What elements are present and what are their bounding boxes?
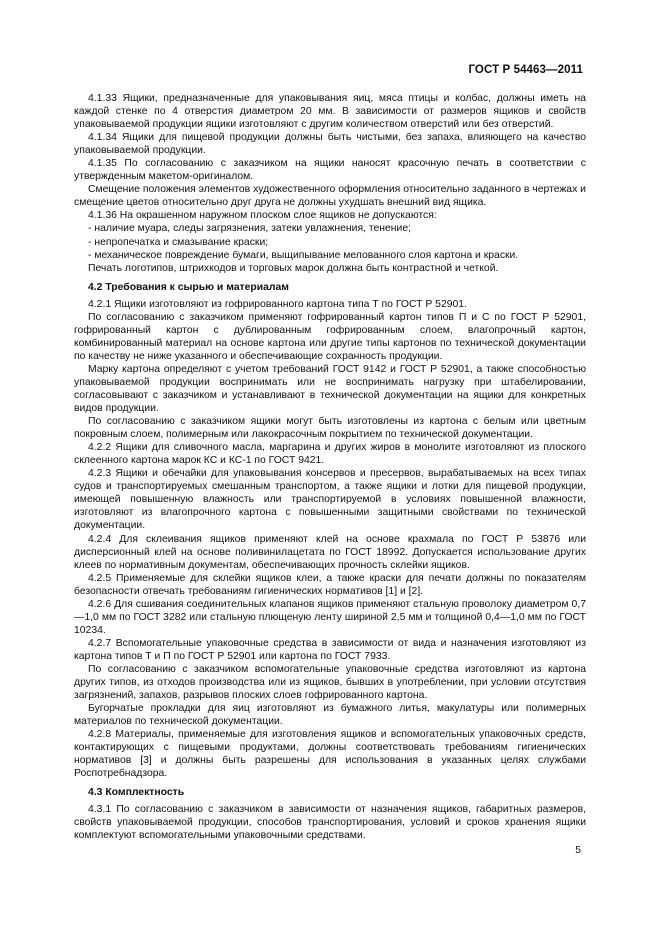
document-body: [74, 92, 586, 843]
paragraph-4-2-4: 4.2.4 Для склеивания ящиков применяют клей на основе крахмала по ГОСТ Р 53876 или дисперсионный клей на основе поливинилацетата по ГОСТ 18992. Допускается использование других клеев по нормативным документам, обеспечивающих прочность склейки ящиков.: [74, 533, 586, 571]
paragraph-4-3-1: 4.3.1 По согласованию с заказчиком в зависимости от назначения ящиков, габаритных размеров, свойств упаковываемой продукции, способов транспортирования, условий и сроков хранения ящики комплектуют вспомогательными упаковочными средствами.: [74, 804, 586, 842]
paragraph-4-2-5: 4.2.5 Применяемые для склейки ящиков клеи, а также краски для печати должны по показателям безопасности отвечать требованиям гигиенических нормативов [1] и [2].: [74, 572, 586, 597]
list-item: - механическое повреждение бумаги, выщипывание мелованного слоя картона и краски.: [74, 249, 586, 262]
paragraph-4-1-36: 4.1.36 На окрашенном наружном плоском слое ящиков не допускаются:: [88, 210, 437, 222]
paragraph-offset: Смещение положения элементов художественного оформления относительно заданного в чертежах и смещение цветов относительно друг друга не должны ухудшать внешний вид ящика.: [74, 184, 586, 209]
page-number: 5: [575, 845, 581, 856]
paragraph-4-1-35: 4.1.35 По согласованию с заказчиком на ящики наносят красочную печать в соответствии с утвержденным макетом-оригиналом.: [74, 158, 586, 183]
document-code-header: ГОСТ Р 54463—2011: [468, 64, 583, 76]
paragraph-4-2-8: 4.2.8 Материалы, применяемые для изготовления ящиков и вспомогательных упаковочных средств, контактирующих с пищевыми продуктами, должны соответствовать требованиям гигиенических нормативов [3] и должны быть разрешены для использования в указанных целях службами Роспотребнадзора.: [74, 729, 586, 780]
section-heading-4-2: 4.2 Требования к сырью и материалам: [88, 281, 289, 293]
paragraph-4-2-6: 4.2.6 Для сшивания соединительных клапанов ящиков применяют стальную проволоку диаметром 0,7—1,0 мм по ГОСТ 3282 или стальную плющеную ленту шириной 2,5 мм и толщиной 0,4—1,0 мм по ГОСТ 10234.: [74, 598, 586, 636]
section-heading-4-3: 4.3 Комплектность: [88, 787, 185, 799]
paragraph-4-1-33: 4.1.33 Ящики, предназначенные для упаковывания яиц, мяса птицы и колбас, должны иметь на каждой стенке по 4 отверстия диаметром 20 мм. В зависимости от размеров ящиков и свойств упаковываемой продукции ящики изготовляют с другим количеством отверстий или без отверстий.: [74, 93, 586, 131]
paragraph-4-2-1-d: По согласованию с заказчиком ящики могут быть изготовлены из картона с белым или цветным покровным слоем, полимерным или лакокрасочным покрытием по технической документации.: [74, 416, 586, 441]
paragraph-4-2-7: 4.2.7 Вспомогательные упаковочные средства в зависимости от вида и назначения изготовляют из картона типов Т и П по ГОСТ Р 52901 или картона по ГОСТ 7933.: [74, 637, 586, 662]
paragraph-4-2-2: 4.2.2 Ящики для сливочного масла, маргарина и других жиров в монолите изготовляют из плоского склеенного картона марок КС и КС-1 по ГОСТ 9421.: [74, 442, 586, 467]
list-item: - непропечатка и смазывание краски;: [74, 236, 586, 249]
paragraph-4-1-34: 4.1.34 Ящики для пищевой продукции должны быть чистыми, без запаха, влияющего на качество упаковываемой продукции.: [74, 132, 586, 157]
paragraph-4-2-1-c: Марку картона определяют с учетом требований ГОСТ 9142 и ГОСТ Р 52901, а также способностью упаковываемой продукции воспринимать или не воспринимать нагрузку при штабелировании, согласовывают с заказчиком и устанавливают в технической документации на ящики для конкретных видов продукции.: [74, 363, 586, 415]
list-item: - наличие муара, следы загрязнения, затеки увлажнения, тенение;: [74, 222, 586, 235]
paragraph-4-2-3: 4.2.3 Ящики и обечайки для упаковывания консервов и пресервов, вырабатываемых на всех типах судов и транспортируемых смешанным транспортом, а также ящики и лотки для пищевой продукции, имеющей повышенную влажность или транспортируемой в условиях повышенной влажности, изготовляют из влагопрочного картона с повышенными защитными свойствами по технической документации.: [74, 468, 586, 532]
paragraph-4-2-1: 4.2.1 Ящики изготовляют из гофрированного картона типа Т по ГОСТ Р 52901.: [88, 298, 467, 310]
defects-list: [74, 222, 586, 261]
paragraph-4-2-7-b: По согласованию с заказчиком вспомогательные упаковочные средства изготовляют из картона других типов, из отходов производства или из ящиков, бывших в употреблении, при условии отсутствия загрязнений, запахов, разрывов плоских слоев гофрированного картона.: [74, 663, 586, 702]
paragraph-4-2-1-b: По согласованию с заказчиком применяют гофрированный картон типов П и С по ГОСТ Р 52901, гофрированный картон с дублированным гофрированным слоем, влагопрочный картон, комбинированный материал на основе картона или другие типы картонов по технической документации по качеству не ниже указанного и обеспечивающие сохранность продукции.: [74, 311, 586, 362]
paragraph-4-2-7-c: Бугорчатые прокладки для яиц изготовляют из бумажного литья, макулатуры или полимерных материалов по технической документации.: [74, 703, 586, 728]
paragraph-logos: Печать логотипов, штрихкодов и торговых марок должна быть контрастной и четкой.: [88, 262, 499, 274]
